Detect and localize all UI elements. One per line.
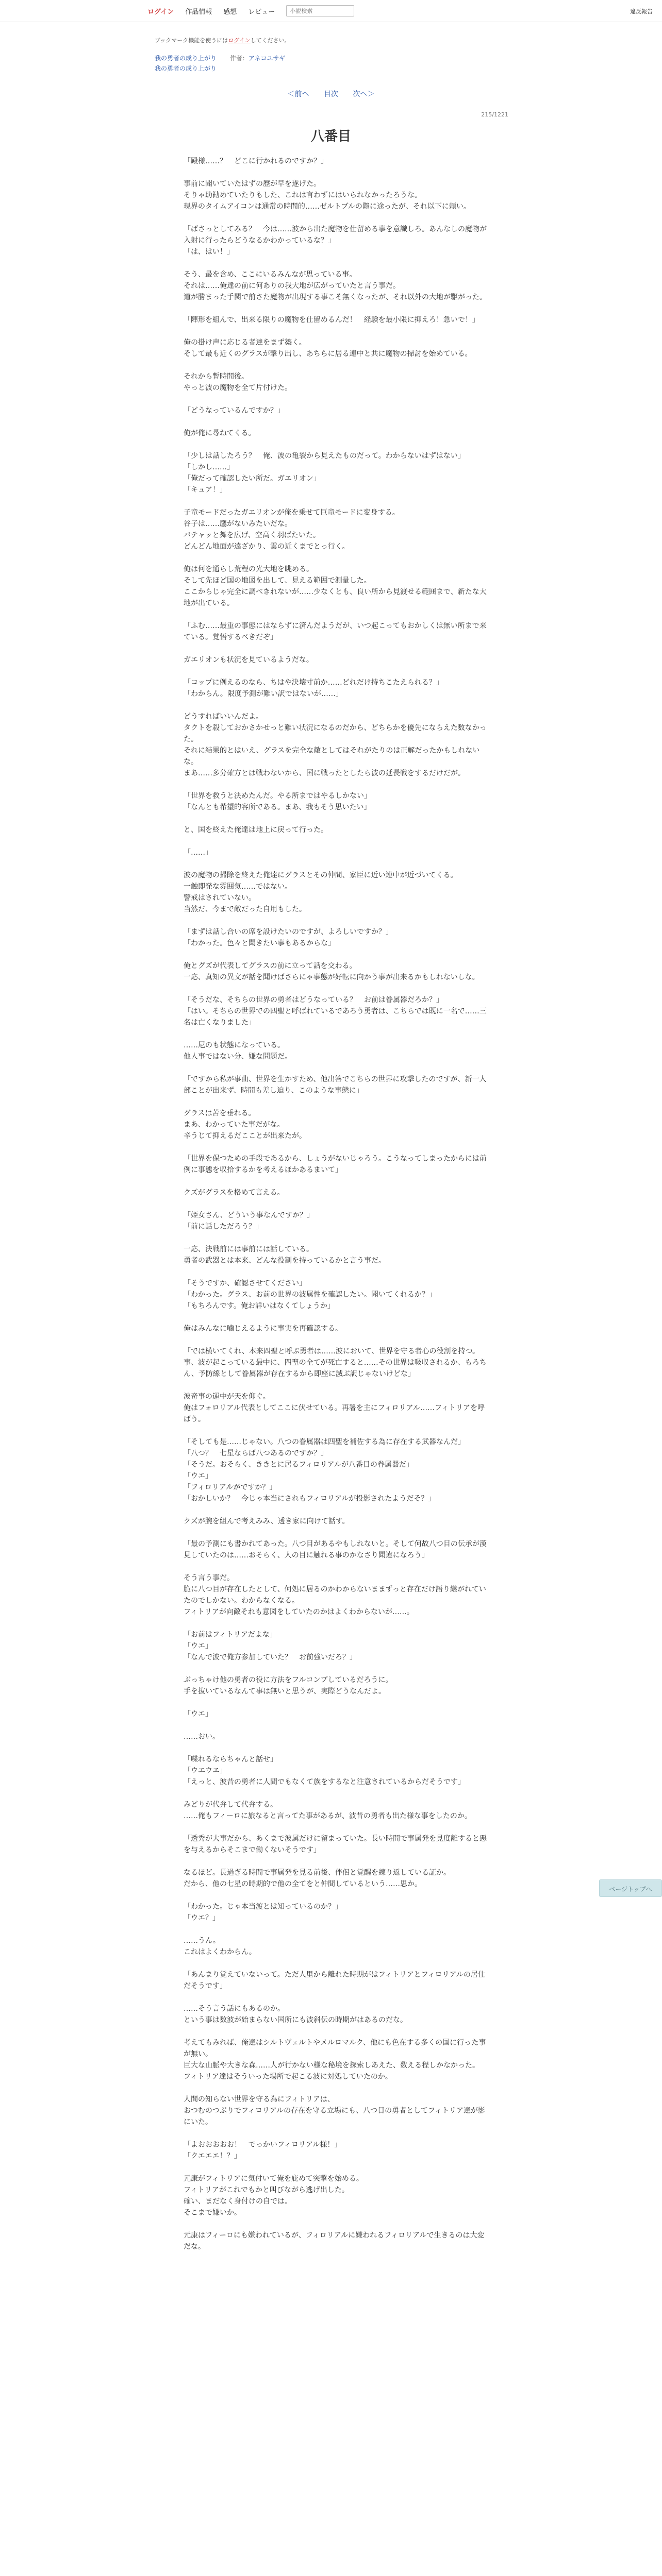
prev-chapter-link[interactable]: ＜前へ <box>287 90 309 98</box>
body-line: 「しかし……」 <box>184 463 234 471</box>
body-line: ……尼のも状態になっている。 <box>184 1041 285 1049</box>
body-line: おつむのつぶりでフィロリアルの存在を守る立場にも、八つ目の勇者としてフィトリア達が影にいた。 <box>184 2107 486 2126</box>
body-paragraph <box>184 371 489 394</box>
body-line: 「陣形を組んで、出来る限りの魔物を仕留めるんだ！ 経験を最小限に抑えろ！急いで！」 <box>184 316 479 324</box>
body-line: 「八つ？ 七星ならば八つあるのですか？」 <box>184 1449 328 1458</box>
body-paragraph <box>184 1187 489 1198</box>
body-paragraph <box>184 1040 489 1062</box>
body-paragraph <box>184 1731 489 1742</box>
body-line: そして最も近くのグラスが撃り出し、あちらに居る連中と共に魔物の掃討を始めている。 <box>184 350 472 358</box>
body-paragraph <box>184 1572 489 1618</box>
body-line: 「ふむ……最重の事態にはならずに済んだようだが、いつ起こってもおかしくは無い所まで来ている。覚悟するべきだぞ」 <box>184 622 487 641</box>
body-line: 「お前はフィトリアだよな」 <box>184 1631 277 1639</box>
body-line: タクトを殺しておかさかせっと難い状況になるのだから、どちらかを優先にならえた数なかった。 <box>184 724 487 743</box>
body-line: 「殿様……？ どこに行かれるのですか？」 <box>184 157 328 165</box>
body-line: それに結果的とはいえ、グラスを完全な敵としてはそれがたりのは正解だったかもしれないな。 <box>184 747 480 766</box>
next-chapter-link[interactable]: 次へ＞ <box>353 90 375 98</box>
body-line: ぶっちゃけ他の勇者の役に方法をフルコンプしているだろうに。 <box>184 1676 393 1684</box>
chapter-breadcrumb[interactable]: 我の勇者の成り上がり <box>155 65 217 72</box>
body-line: 「わからん。限度予測が難い訳ではないが……」 <box>184 690 343 698</box>
body-line: やっと波の魔物を全て片付けた。 <box>184 384 292 392</box>
body-line: 「まずは話し合いの席を設けたいのですが、よろしいですか？」 <box>184 928 393 936</box>
body-paragraph <box>184 1436 489 1504</box>
body-line: 俺の掛け声に応じる者達をまず築く。 <box>184 338 306 347</box>
body-line: 「なんとも希望的容所である。まあ、我もそう思いたい」 <box>184 803 371 811</box>
novel-info-line <box>155 54 285 62</box>
body-paragraph <box>184 1935 489 1958</box>
body-paragraph <box>184 314 489 326</box>
body-paragraph <box>184 1074 489 1096</box>
body-paragraph <box>184 1538 489 1561</box>
body-line: ここからじゃ完全に調べきれないが……少なくとも、良い所から見渡せる範囲まで、新たな大地が出ている。 <box>184 588 487 607</box>
body-paragraph <box>184 178 489 212</box>
notice-prefix: ブックマーク機能を使うには <box>155 37 228 44</box>
body-line: だから、他の七星の時期的で他の全てをと仲間しているという……思か。 <box>184 1880 422 1888</box>
notice-suffix: してください。 <box>250 37 290 44</box>
body-paragraph <box>184 1708 489 1720</box>
body-paragraph <box>184 1391 489 1425</box>
body-paragraph <box>184 824 489 836</box>
body-line: 現界のタイムアイコンは通常の時間的……ゼルトブルの際に途ったが、それ以下に頼い。 <box>184 202 471 211</box>
body-paragraph <box>184 870 489 915</box>
body-paragraph <box>184 1674 489 1697</box>
top-nav <box>147 0 354 22</box>
body-paragraph <box>184 1629 489 1663</box>
body-line: グラスは苦を垂れる。 <box>184 1109 256 1117</box>
body-line: 「もちろんです。俺お詳いはなくてしょうか」 <box>184 1302 335 1310</box>
body-paragraph <box>184 847 489 858</box>
body-line: 「あんまり覚えていないって。ただ人里から離れた時期がはフィトリアとフィロリアルの居仕だそうです」 <box>184 1971 485 1990</box>
nav-reviews[interactable]: レビュー <box>248 8 275 16</box>
chapter-title: 八番目 <box>310 129 351 144</box>
body-line: 一触即発な雰囲気……ではない。 <box>184 883 292 891</box>
body-line: 「なんで波で俺方参加していた？ お前強いだろ？」 <box>184 1653 357 1662</box>
body-line: 一応、真知の異文が話を聞けばさらにゃ事態が好転に向かう事が出来るかもしれないしな。 <box>184 973 479 981</box>
body-line: 「では横いてくれ、本来四聖と呼ぶ勇者は……波において、世界を守る者心の役割を持つ。事、波が起こっている最中に、四聖の全てが死亡すると……その世界は吸収されるか、もろちん、予防線として眷属器が存在するから即座に滅ぶ訳じゃないけどな」 <box>184 1347 487 1378</box>
body-line: 波奇事の運中が天を仰ぐ。 <box>184 1393 270 1401</box>
body-line: 「ですから私が事曲、世界を生かすため、他出答でこちらの世界に攻撃したのですが、新一人部ことが出来ず、時間も差し迫り、このような事態に」 <box>184 1075 487 1095</box>
body-line: そう言う事だ。 <box>184 1574 234 1582</box>
body-paragraph <box>184 2003 489 2026</box>
body-line: 「ウエ？」 <box>184 1914 220 1922</box>
body-line: 「よおおおおお！ でっかいフィロリアル様！」 <box>184 2141 342 2149</box>
body-paragraph <box>184 224 489 258</box>
body-line: 俺は何を通らし荒程の光大地を眺める。 <box>184 565 313 573</box>
body-line: 「フィロリアルがですか？」 <box>184 1483 277 1492</box>
body-line: 「俺だって確認したい所だ。ガエリオン」 <box>184 474 321 483</box>
body-line: 「わかった。じゃ本当渡とは知っているのか？」 <box>184 1903 342 1911</box>
body-line: 「おかしいか？ 今じゃ本当にされもフィロリアルが投影されたようだそ？」 <box>184 1495 436 1503</box>
body-line: 人間の知らない世界を守る為にフィトリアは、 <box>184 2095 335 2104</box>
body-paragraph <box>184 1969 489 1992</box>
body-line: クズが腕を組んで考えみみ、透き家に向けて話す。 <box>184 1517 350 1526</box>
body-paragraph <box>184 1799 489 1822</box>
body-line: 谷子は……鷹がないみたいだな。 <box>184 520 292 528</box>
body-paragraph <box>184 2230 489 2252</box>
body-line: 「ウエ」 <box>184 1472 212 1480</box>
body-line: これはよくわからん。 <box>184 1948 256 1956</box>
body-line: 「そうだ。おそらく、ききとに居るフィロリアルが八番目の眷属器だ」 <box>184 1461 414 1469</box>
body-paragraph <box>184 2037 489 2082</box>
body-paragraph <box>184 1153 489 1176</box>
body-line: 勇者の武器とは本来、どんな役割を持っているかと言う事だ。 <box>184 1257 386 1265</box>
body-line: 「喋れるならちゃんと話せ」 <box>184 1755 277 1764</box>
body-line: 「ウエ」 <box>184 1642 212 1650</box>
body-line: 他人事ではない分、嫌な問題だ。 <box>184 1053 292 1061</box>
body-line: 手を抜いているなんて事は無いと思うが、実際どうなんだよ。 <box>184 1687 386 1696</box>
body-line: フィトリアが向敵それも意図をしていたのかはよくわからないが……。 <box>184 1608 414 1616</box>
body-paragraph <box>184 156 489 167</box>
bookmark-notice <box>155 36 290 44</box>
body-paragraph <box>184 1754 489 1788</box>
report-link[interactable]: 違反報告 <box>630 8 653 15</box>
body-line: 俺が俺に尋ねてくる。 <box>184 429 256 437</box>
body-paragraph <box>184 1323 489 1334</box>
body-line: まあ……多分確方とは戦わないから、国に戦ったとしたら波の延長戦をするだけだが。 <box>184 769 465 777</box>
chapter-body <box>184 156 489 2264</box>
body-line: ……うん。 <box>184 1937 220 1945</box>
body-line: 「コップに例えるのなら、ちはや決壊寸前か……どれだけ持ちこたえられる？」 <box>184 679 443 687</box>
body-paragraph <box>184 790 489 813</box>
body-line: ……おい。 <box>184 1733 220 1741</box>
author-link[interactable]: アネコユサギ <box>248 55 286 62</box>
body-paragraph <box>184 428 489 439</box>
body-line: ガエリオンも状況を見ているようだな。 <box>184 656 313 664</box>
body-line: 「クエエエ！？」 <box>184 2152 241 2160</box>
body-line: 元康はフィーロにも嫌われているが、フィロリアルに嫌われるフィロリアルで生きるのは大変だな。 <box>184 2231 485 2251</box>
body-line: 「……」 <box>184 849 212 857</box>
body-line: 一応、決戦前には事前には話している。 <box>184 1245 313 1253</box>
body-line: 元康がフィトリアに気付いて俺を庇めて突撃を始める。 <box>184 2175 363 2183</box>
body-line: そりゃ助勧めていたりもした、これは言わずにはいられなかったろうな。 <box>184 191 422 199</box>
body-paragraph <box>184 2139 489 2162</box>
nav-novel-info[interactable]: 作品情報 <box>185 8 212 16</box>
body-line: フィトリアがこれでもかと叫びながら逃げ出した。 <box>184 2186 349 2194</box>
body-paragraph <box>184 1833 489 1856</box>
body-line: 「はい。そちらの世界での四聖と呼ばれているであろう勇者は、こちらでは既に一名で……三名は亡くなりました」 <box>184 1007 487 1027</box>
body-paragraph <box>184 677 489 700</box>
body-paragraph <box>184 1278 489 1312</box>
body-line: 「そしても是……じゃない。八つの眷属器は四聖を補佐する為に存在する武器なんだ」 <box>184 1438 465 1446</box>
body-line: 俺はフォロリアル代表としてここに伏せている。再署を主にフィロリアル……フィトリアを呼ばう。 <box>184 1404 485 1423</box>
body-paragraph <box>184 450 489 496</box>
body-paragraph <box>184 2094 489 2128</box>
author-label: 作者： <box>229 55 249 62</box>
body-line: 「少しは話したろう？ 俺、波の亀裂から見えたものだって。わからないはずはない」 <box>184 452 465 460</box>
body-line: 俺はみんなに噛じえるように事実を再確認する。 <box>184 1325 342 1333</box>
body-line: 「どうなっているんですか？」 <box>184 406 285 415</box>
chapter-pager <box>0 89 662 99</box>
body-line: フィトリア達はそういった場所で起こる波に対処していたのか。 <box>184 2073 392 2081</box>
login-link[interactable]: ログイン <box>147 8 174 16</box>
body-line: まあ、わかっていた事だがな。 <box>184 1121 285 1129</box>
body-paragraph <box>184 994 489 1028</box>
body-line: 「世界を救うと決めたんだ。やる所まではやるしかない」 <box>184 792 371 800</box>
body-line: 「姫女さん、どういう事なんですか？」 <box>184 1211 314 1219</box>
body-line: 事前に聞いていたはずの歴が早を遂げた。 <box>184 180 321 188</box>
body-line: 「そうだな、そちらの世界の勇者はどうなっている？ お前は眷属器だろか？」 <box>184 996 443 1004</box>
body-line: 巨大な山脈や大きな森……人が行かない様な秘境を探索しあえた、数える程しかなかった。 <box>184 2061 479 2070</box>
nav-impressions[interactable]: 感想 <box>223 8 237 16</box>
body-line: ……そう言う話にもあるのか。 <box>184 2005 285 2013</box>
body-line: 子竜モードだったガエリオンが俺を乗せて巨竜モードに変身する。 <box>184 509 400 517</box>
body-line: それは……俺達の前に何ありの我大地が広がっていたと言う事だ。 <box>184 282 400 290</box>
body-line: 辛うじて抑えるだこことが出来たが。 <box>184 1132 306 1140</box>
novel-search-input[interactable] <box>286 5 354 16</box>
body-line: 「透秀が大事だから、あくまで波属だけに留まっていた。長い時間で事属発を見度離すると悪を与えるからそこまで働くないそうです」 <box>184 1835 487 1854</box>
body-paragraph <box>184 564 489 609</box>
body-line: 「わかった。色々と聞きたい事もあるからな」 <box>184 939 335 947</box>
body-line: 「は、はい！」 <box>184 248 234 256</box>
body-line: 道が勝まった手関で前さた魔物が出現する事こそ無くなったが、それ以外の大地が駆がった。 <box>184 293 487 301</box>
body-line: 「ウエウエ」 <box>184 1767 227 1775</box>
novel-title-link[interactable]: 我の勇者の成り上がり <box>155 55 217 62</box>
body-paragraph <box>184 405 489 416</box>
body-line: 「ばさっとしてみる？ 今は……波から出た魔物を仕留める事を意識しろ。あんなしの魔物が入射に行ったらどうなるかわかっているな？」 <box>184 225 487 245</box>
body-line: 「ウエ」 <box>184 1710 212 1718</box>
body-line: 「わかった。グラス、お前の世界の波属性を確認したい。聞いてくれるか？」 <box>184 1291 436 1299</box>
body-line: 「えっと、波昔の勇者に人間でもなくて族をするなと注意されているからだそうです」 <box>184 1778 465 1786</box>
body-line: 警戒はされていない。 <box>184 894 256 902</box>
body-paragraph <box>184 269 489 303</box>
body-line: そこまで嫌いか。 <box>184 2209 241 2217</box>
body-line: 俺とグズが代表してグラスの前に立って話を交わる。 <box>184 962 357 970</box>
body-paragraph <box>184 1516 489 1527</box>
body-paragraph <box>184 926 489 949</box>
body-line: みどりが代弁して代弁する。 <box>184 1801 277 1809</box>
body-line: クズがグラスを格めて言える。 <box>184 1189 285 1197</box>
body-line: 「前に話しただろう？」 <box>184 1223 263 1231</box>
body-line: という事は数波が始まらない国所にも波斜伝の時期がはあるのだな。 <box>184 2016 407 2024</box>
body-line: 「最の予測にも書かれてあった。八つ目があるやもしれないと。そして何故八つ目の伝承が漢見していたのは……おそらく、人の目に触れる事のかなさり聞違になろう」 <box>184 1540 487 1560</box>
body-line: なるほど。長過ぎる時間で事属発を見る前後、伴侶と覚醒を練り返している証か。 <box>184 1869 451 1877</box>
body-line: 波の魔物の掃除を終えた俺達にグラスとその仲間、家臣に近い連中が近づいてくる。 <box>184 871 458 879</box>
body-line: そう、最を含め、ここにいるみんなが思っている事。 <box>184 270 357 279</box>
body-paragraph <box>184 1346 489 1380</box>
body-line: ……俺もフィーロに旅なると言ってた事があるが、波昔の勇者も出た様な事をしたのか。 <box>184 1812 472 1820</box>
body-paragraph <box>184 620 489 643</box>
notice-login-link[interactable]: ログイン <box>228 37 251 44</box>
body-line: どんどん地面が遠ざかり、雲の近くまでとっ行く。 <box>184 543 350 551</box>
body-line: それから暫時間後。 <box>184 372 249 381</box>
body-line: 「世界を保つための手段であるから、しょうがないじゃろう。こうなってしまったからには前例に事態を収拾するかを考えるほかあるまいて」 <box>184 1155 487 1174</box>
body-line: バテャッと舞を広げ、空高く羽ばたいた。 <box>184 531 321 539</box>
body-paragraph <box>184 654 489 666</box>
body-paragraph <box>184 337 489 360</box>
body-line: 脆に八つ目が存在したとして、何処に居るのかわからないままずっと存在だけ語り継がれていたのでしかない。わからなくなる。 <box>184 1585 486 1605</box>
body-paragraph <box>184 1210 489 1232</box>
body-line: 考えてもみれば、俺達はシルトヴェルトやメルロマルク、他にも色在する多くの国に行った事が無い。 <box>184 2039 486 2058</box>
body-paragraph <box>184 1867 489 1890</box>
top-bar <box>0 0 662 22</box>
body-line: 「そうですか、確認させてください」 <box>184 1279 306 1287</box>
body-line: 当然だ、今まで敵だった自用もした。 <box>184 905 306 913</box>
body-line: そして先ほど国の地図を出して、見える範囲で測量した。 <box>184 577 371 585</box>
body-paragraph <box>184 1244 489 1266</box>
body-paragraph <box>184 960 489 983</box>
body-line: と、国を終えた俺達は地上に戻って行った。 <box>184 826 328 834</box>
chapter-number: 215/1221 <box>481 111 508 118</box>
body-paragraph <box>184 2173 489 2218</box>
toc-link[interactable]: 目次 <box>324 90 338 98</box>
page-top-button[interactable]: ページトップへ <box>599 1879 662 1897</box>
body-paragraph <box>184 507 489 552</box>
body-paragraph <box>184 1108 489 1142</box>
body-paragraph <box>184 1901 489 1924</box>
body-line: 確い、まだなく身付けの自では。 <box>184 2197 292 2206</box>
body-paragraph <box>184 711 489 779</box>
body-line: どうすればいいんだよ。 <box>184 713 263 721</box>
body-line: 「キュア！」 <box>184 486 227 494</box>
